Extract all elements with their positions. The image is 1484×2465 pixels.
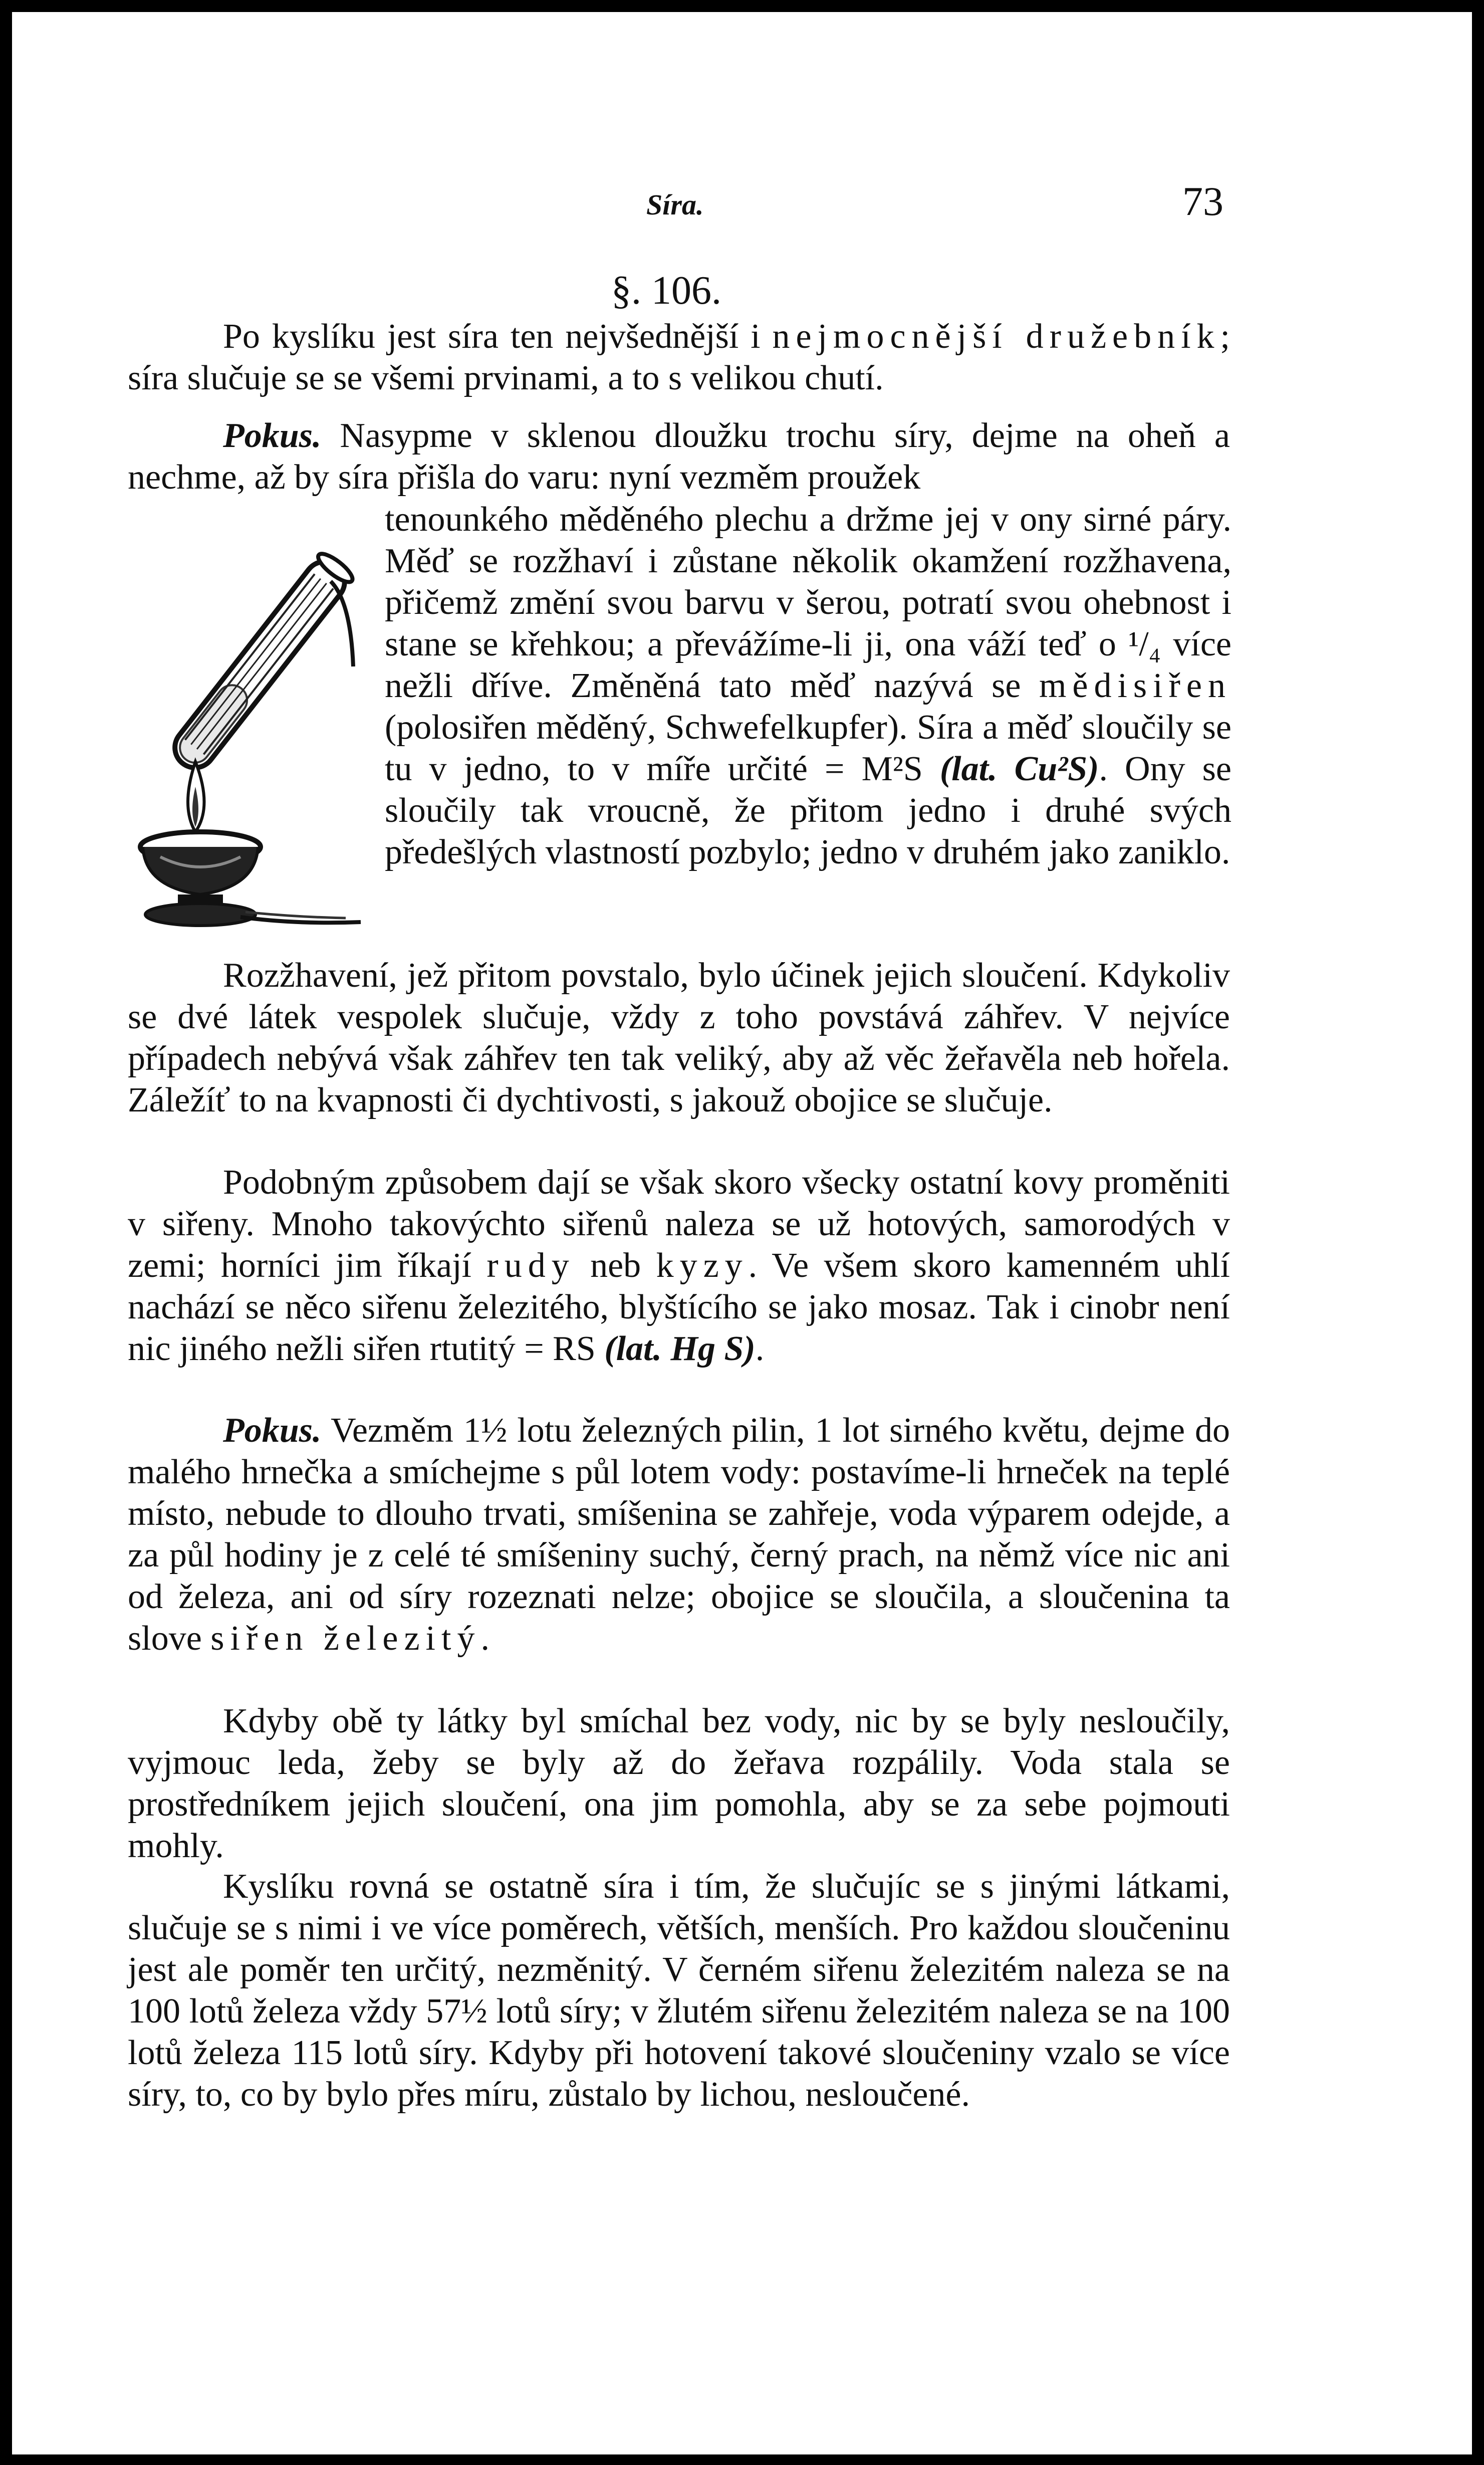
- emphasis-term: rudy: [486, 1246, 575, 1285]
- scan-border-left: [0, 0, 12, 2465]
- paragraph-7: Kyslíku rovná se ostatně síra i tím, že slučujíc se s jinými látkami, slučuje se s nimi i ve více poměrech, větších, menších. Pro každou sloučeninu jest ale poměr ten určitý, nezměnitý. V černém siřenu železitém naleza se na 100 lotů železa vždy 57½ lotů síry; v žlutém siřenu železitém naleza se na 100 lotů železa 115 lotů síry. Kdyby při hotovení takové sloučeniny vzalo se více síry, to, co by bylo přes míru, zůstalo by lichou, nesloučené.: [128, 1867, 1230, 2114]
- fraction: ¹/₄: [1128, 625, 1161, 663]
- running-header: Síra.: [646, 188, 704, 221]
- pokus-label: Pokus.: [223, 1411, 322, 1450]
- paragraph-5: Pokus. Vezměm 1½ lotu železných pilin, 1 lot sirného květu, dejme do malého hrnečka a smíchejme s půl lotem vody: postavíme-li hrneček na teplé místo, nebude to dlouho trvati, smíšenina se zahřeje, voda výparem odejde, a za půl hodiny je z celé té smíšeniny suchý, černý prach, na němž více nic ani od železa, ani od síry rozeznati nelze; obojice se sloučila, a sloučenina ta slove siřen železitý.: [128, 1411, 1230, 1658]
- scan-border-bottom: [0, 2454, 1484, 2465]
- scan-border-right: [1472, 0, 1484, 2465]
- latin-formula: (lat. Cu²S): [939, 750, 1099, 788]
- paragraph-4: Podobným způsobem dají se však skoro všecky ostatní kovy proměniti v siřeny. Mnoho takovýchto siřenů naleza se už hotových, samorodých v zemi; horníci jim říkají rudy neb kyzy. Ve všem skoro kamenném uhlí nachází se něco siřenu železitého, blyštícího se jako mosaz. Tak i cinobr není nic jiného nežli siřen rtutitý = RS (lat. Hg S).: [128, 1163, 1230, 1368]
- emphasis-term: siřen železitý: [210, 1619, 481, 1658]
- paragraph-1: Po kyslíku jest síra ten nejvšednější i nejmocnější družebník; síra slučuje se se všemi prvinami, a to s velikou chutí.: [128, 317, 1230, 397]
- paragraph-3: Rozžhavení, jež přitom povstalo, bylo účinek jejich sloučení. Kdykoliv se dvé látek vespolek slučuje, vždy z toho povstává záhřev. V nejvíce případech nebývá však záhřev ten tak veliký, aby až věc žeřavěla neb hořela. Záležíť to na kvapnosti či dychtivosti, s jakouž obojice se slučuje.: [128, 956, 1230, 1119]
- paragraph-2-intro: Pokus. Nasypme v sklenou dloužku trochu síry, dejme na oheň a nechme, až by síra přišla do varu: nyní vezměm proužek: [128, 416, 1230, 497]
- section-heading: §. 106.: [611, 269, 721, 313]
- pokus-label: Pokus.: [223, 416, 322, 455]
- scan-border-top: [0, 0, 1484, 12]
- latin-formula: (lat. Hg S): [604, 1329, 756, 1368]
- emphasis-term: mědisiřen: [1039, 666, 1231, 705]
- test-tube-over-lamp-illustration: [130, 526, 371, 937]
- emphasis-term: nejmocnější družebník: [772, 317, 1220, 356]
- paragraph-6: Kdyby obě ty látky byl smíchal bez vody, nic by se byly nesloučily, vyjmouc leda, žeby se byly až do žeřava rozpálily. Voda stala se prostředníkem jejich sloučení, ona jim pomohla, aby se za sebe pojmouti mohly.: [128, 1702, 1230, 1865]
- paragraph-2-wrapped: tenounkého měděného plechu a držme jej v ony sirné páry. Měď se rozžhaví i zůstane několik okamžení rozžhavena, přičemž změní svou barvu v šerou, potratí svou ohebnost i stane se křehkou; a převážíme-li ji, ona váží teď o ¹/₄ více nežli dříve. Změněná tato měď nazývá se mědisiřen (polosiřen měděný, Schwefelkupfer). Síra a měď sloučily se tu v jedno, to v míře určité = M²S (lat. Cu²S). Ony se sloučily tak vroucně, že přitom jedno i druhé svých předešlých vlastností pozbylo; jedno v druhém jako zaniklo.: [385, 500, 1231, 871]
- emphasis-term: kyzy: [656, 1246, 749, 1285]
- page-number: 73: [1182, 178, 1223, 224]
